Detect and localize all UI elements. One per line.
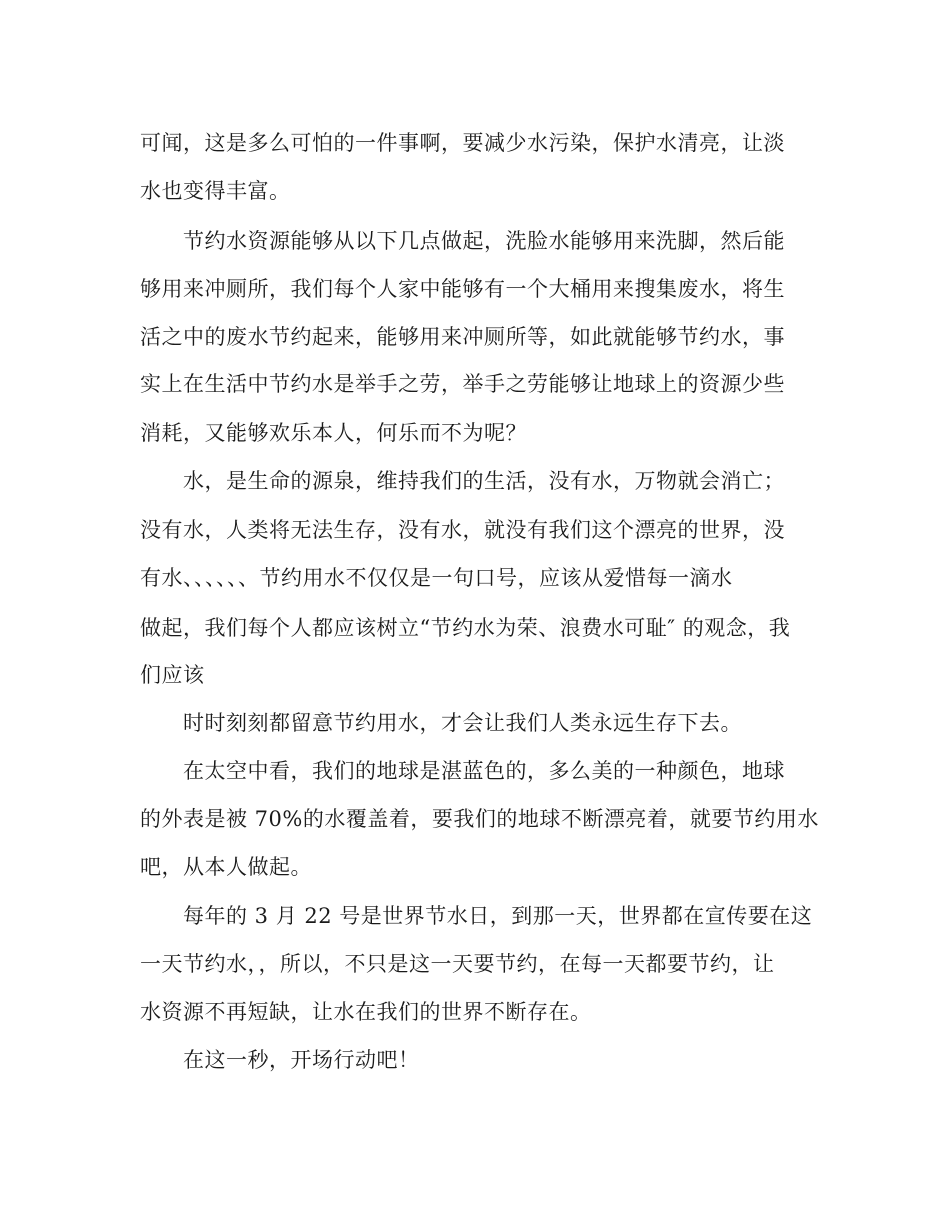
text-line: 没有水，人类将无法生存，没有水，就没有我们这个漂亮的世界，没 [140,518,785,542]
text-line: 做起，我们每个人都应该树立“节约水为荣、浪费水可耻″ 的观念，我 [140,616,791,640]
text-line: 水也变得丰富。 [140,179,291,203]
text-line: 够用来冲厕所，我们每个人家中能够有一个大桶用来搜集废水，将生 [140,277,785,301]
text-line: 可闻，这是多么可怕的一件事啊，要减少水污染，保护水清亮，让淡 [140,131,785,155]
text-line: 消耗，又能够欢乐本人，何乐而不为呢？ [140,421,527,445]
text-line: 每年的 3 月 22 号是世界节水日，到那一天，世界都在宣传要在这 [183,904,813,928]
text-line: 们应该 [140,663,205,687]
text-line: 水资源不再短缺，让水在我们的世界不断存在。 [140,1000,592,1024]
text-line: 节约水资源能够从以下几点做起，洗脸水能够用来洗脚，然后能 [183,229,785,253]
text-line: 时时刻刻都留意节约用水，才会让我们人类永远生存下去。 [183,711,742,735]
text-line: 水，是生命的源泉，维持我们的生活，没有水，万物就会消亡； [183,469,785,493]
text-line: 在太空中看，我们的地球是湛蓝色的，多么美的一种颜色，地球 [183,759,785,783]
text-line: 一天节约水，，所以，不只是这一天要节约，在每一天都要节约，让 [140,952,775,976]
text-line: 有水、、、、、、节约用水不仅仅是一句口号，应该从爱惜每一滴水 [140,566,733,590]
text-line: 吧，从本人做起。 [140,855,312,879]
text-line: 实上在生活中节约水是举手之劳，举手之劳能够让地球上的资源少些 [140,372,785,396]
text-line: 活之中的废水节约起来，能够用来冲厕所等，如此就能够节约水，事 [140,325,785,349]
text-line: 在这一秒，开场行动吧！ [183,1048,420,1072]
text-line: 的外表是被 70%的水覆盖着，要我们的地球不断漂亮着，就要节约用水 [140,807,819,831]
